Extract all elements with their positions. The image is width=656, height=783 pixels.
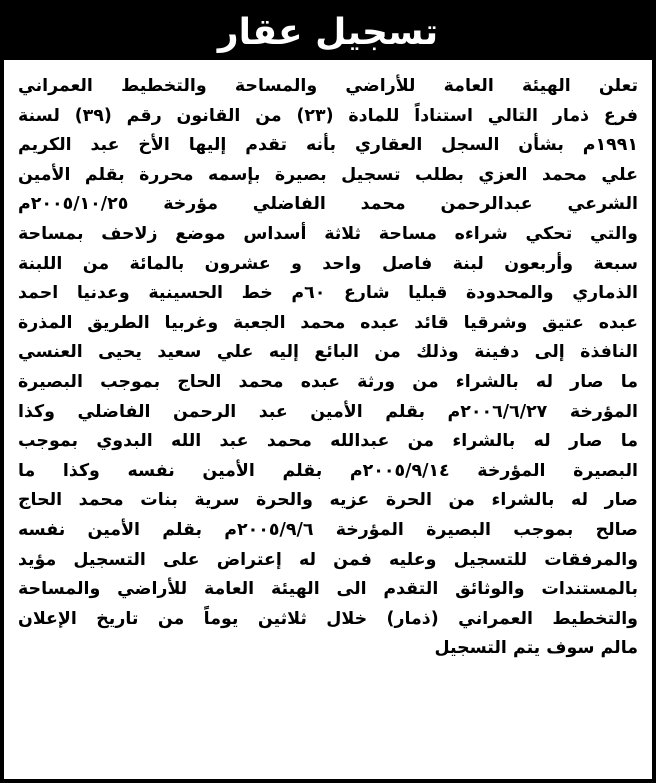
body-line: صالح بموجب البصيرة المؤرخة ٢٠٠٥/٩/٦م بقلم الأمين نفسه	[18, 519, 638, 540]
body-line: والتي تحكي شراءه مساحة ثلاثة أسداس موضع زلاحف بمساحة	[18, 223, 638, 244]
notice-title: تسجيل عقار	[4, 4, 652, 60]
body-line: البصيرة المؤرخة ٢٠٠٥/٩/١٤م بقلم الأمين نفسه وكذا ما	[18, 460, 638, 481]
body-line: علي محمد العزي بطلب تسجيل بصيرة بإسمه محررة بقلم الأمين	[18, 164, 638, 185]
body-line: الشرعي عبدالرحمن محمد الفاضلي مؤرخة ٢٠٠٥/١٠/٢٥م	[18, 194, 638, 215]
body-line: الذماري والمحدودة قبليا شارع ٦٠م خط الحسينية وعدنيا احمد	[18, 283, 639, 304]
body-line: بالمستندات والوثائق التقدم الى الهيئة العامة للأراضي والمساحة	[18, 579, 638, 600]
body-line: المؤرخة ٢٠٠٦/٦/٢٧م بقلم الأمين عبد الرحمن الفاضلي وكذا	[18, 401, 638, 422]
notice-body	[18, 72, 638, 769]
body-line: والمرفقات للتسجيل وعليه فمن له إعتراض على التسجيل مؤيد	[18, 549, 638, 570]
body-line: ما صار له بالشراء من ورثة عبده محمد الحاج بموجب البصيرة	[18, 371, 638, 392]
body-line: النافذة إلى دفينة وذلك من البائع إليه علي سعيد يحيى العنسي	[18, 342, 638, 363]
body-line: مالم سوف يتم التسجيل	[434, 638, 638, 659]
body-line: فرع ذمار التالي استناداً للمادة (٢٣) من القانون رقم (٣٩) لسنة	[18, 105, 638, 126]
body-line: والتخطيط العمراني (ذمار) خلال ثلاثين يوماً من تاريخ الإعلان	[18, 608, 638, 629]
body-line: صار له بالشراء من الحرة عزيه والحرة سرية بنات محمد الحاج	[18, 490, 638, 511]
body-line: سبعة وأربعون لبنة فاصل واحد و عشرون بالمائة من اللبنة	[18, 253, 638, 274]
body-line: عبده عتيق وشرقيا قائد عبده محمد الجعبة وغربيا الطريق المذرة	[18, 312, 638, 333]
body-line: تعلن الهيئة العامة للأراضي والمساحة والتخطيط العمراني	[18, 76, 638, 96]
body-line: ما صار له بالشراء من عبدالله محمد عبد الله البدوي بموجب	[18, 431, 638, 452]
body-line: ١٩٩١م بشأن السجل العقاري بأنه تقدم إليها الأخ عبد الكريم	[18, 135, 638, 156]
